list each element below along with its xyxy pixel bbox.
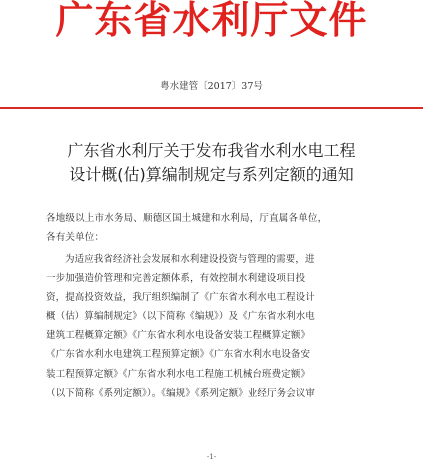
red-divider-rule [0, 107, 423, 109]
notice-title [0, 139, 423, 187]
body-line: 建筑工程概算定额》《广东省水利水电设备安装工程概算定额》 [46, 330, 311, 342]
body-line: 概（估）算编制规定》（以下简称《编规》）及《广东省水利水电 [46, 311, 315, 323]
body-line: 装工程预算定额》《广东省水利水电工程施工机械台班费定额》 [46, 368, 311, 380]
body-line: 一步加强造价管理和完善定额体系，有效控制水利建设项目投 [46, 273, 306, 285]
body-line: 资，提高投资效益，我厅组织编制了《广东省水利水电工程设计 [46, 292, 315, 304]
notice-title-line-1: 广东省水利厅关于发布我省水利水电工程 [67, 141, 356, 160]
document-number: 粤水建管〔2017〕37号 [160, 81, 263, 92]
page-number: -1- [206, 453, 217, 461]
body-line: 为适应我省经济社会发展和水利建设投资与管理的需要，进 [65, 254, 315, 265]
body-line: （以下简称《系列定额》）。《编规》《系列定额》业经厅务会议审 [46, 387, 316, 399]
body-paragraph [46, 250, 400, 403]
addressee-line-2: 各有关单位： [46, 232, 105, 243]
addressee-line-1: 各地级以上市水务局、顺德区国土城建和水利局，厅直属各单位， [46, 213, 328, 224]
body-line: 《广东省水利水电建筑工程预算定额》《广东省水利水电设备安 [46, 349, 311, 361]
notice-title-line-2: 设计概(估)算编制规定与系列定额的通知 [69, 165, 354, 184]
masthead-title: 广东省水利厅文件 [55, 0, 368, 42]
addressee-block [46, 209, 398, 247]
